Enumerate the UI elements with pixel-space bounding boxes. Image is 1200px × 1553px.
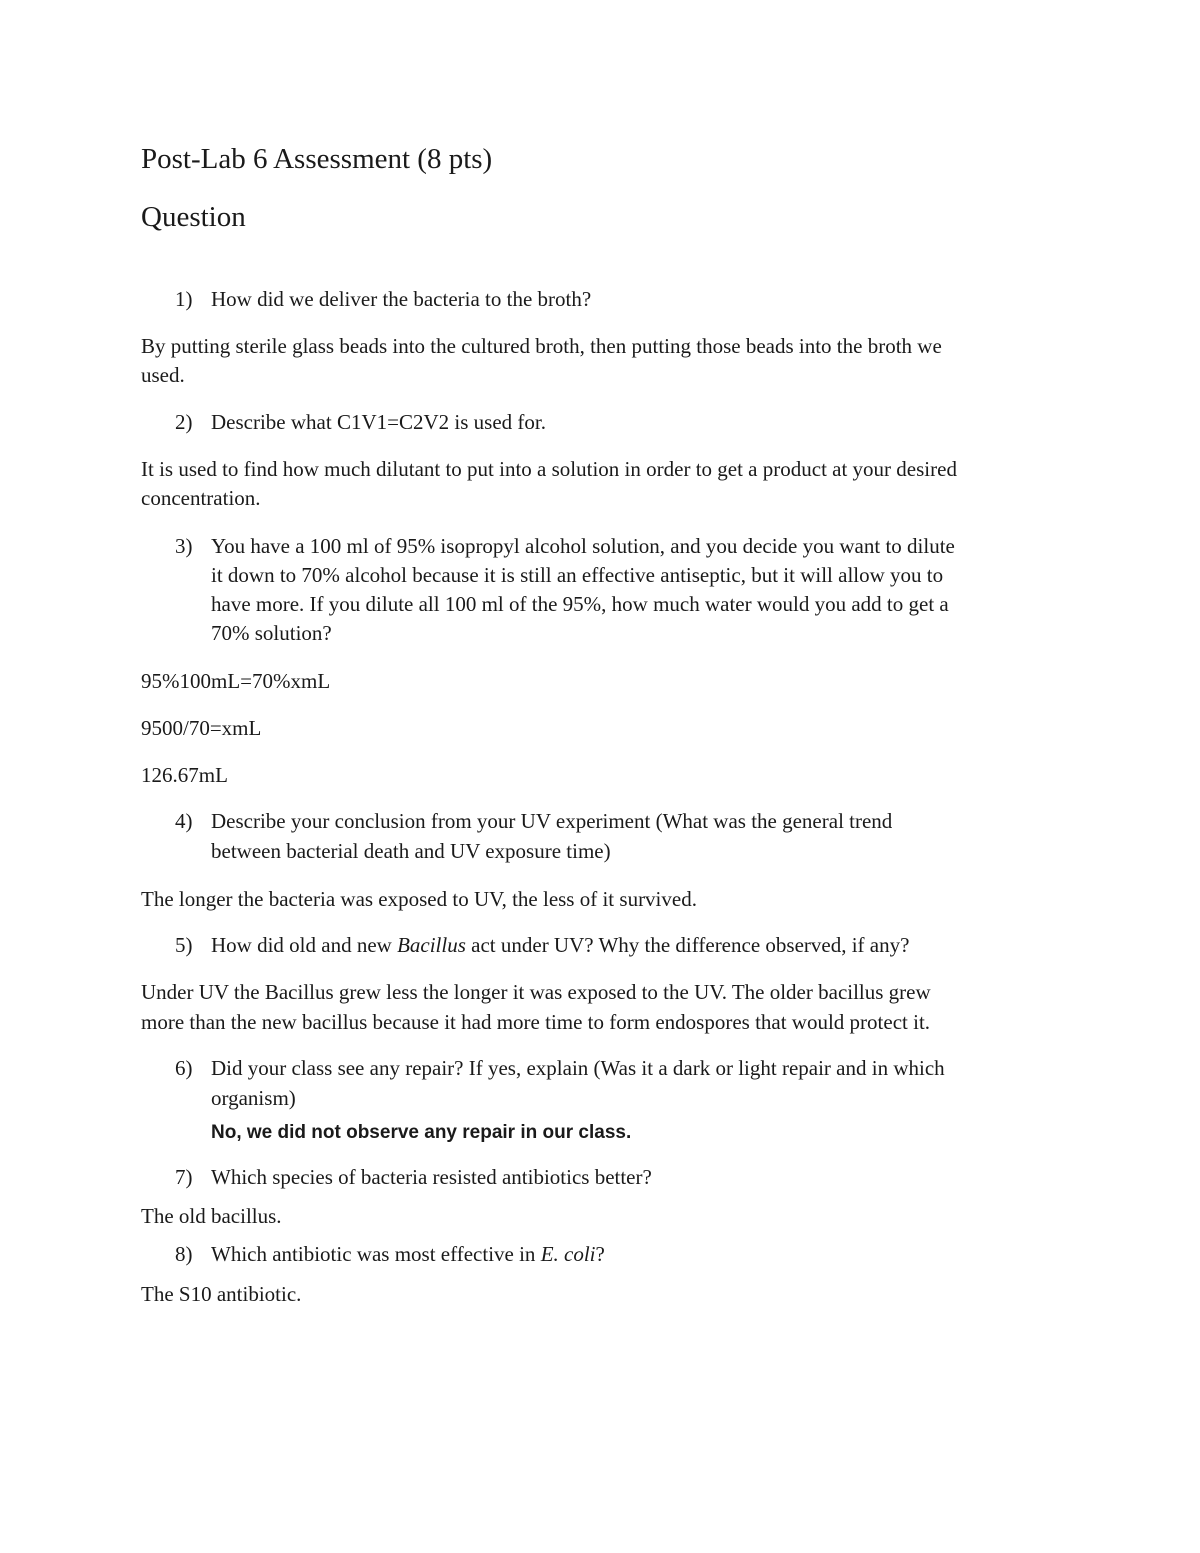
- question-number: 3): [175, 534, 193, 558]
- question-text: organism): [211, 1086, 296, 1110]
- answer-line: 95%100mL=70%xmL: [141, 669, 331, 693]
- question-number: 7): [175, 1165, 193, 1189]
- question-3: [175, 532, 955, 561]
- question-5: [175, 931, 910, 960]
- question-7: [175, 1163, 652, 1192]
- question-text: it down to 70% alcohol because it is still an effective antiseptic, but it will allow you to: [211, 563, 944, 587]
- question-number: 5): [175, 933, 193, 957]
- question-text: Describe what C1V1=C2V2 is used for.: [211, 410, 546, 434]
- question-4: [175, 807, 893, 836]
- question-number: 4): [175, 809, 193, 833]
- question-text: 70% solution?: [211, 621, 332, 645]
- answer-line: 9500/70=xmL: [141, 716, 262, 740]
- question-number: 1): [175, 287, 193, 311]
- question-2: [175, 408, 546, 437]
- answer-line: It is used to find how much dilutant to put into a solution in order to get a product at your desired: [141, 457, 957, 481]
- question-number: 6): [175, 1056, 193, 1080]
- answer-line: concentration.: [141, 486, 261, 510]
- italic-term: Bacillus: [397, 933, 466, 957]
- answer-line: used.: [141, 363, 185, 387]
- bold-answer: No, we did not observe any repair in our class.: [211, 1122, 632, 1143]
- document-title: Post-Lab 6 Assessment (8 pts): [141, 143, 493, 175]
- question-text: How did we deliver the bacteria to the broth?: [211, 287, 592, 311]
- answer-line: 126.67mL: [141, 763, 228, 787]
- answer-line: more than the new bacillus because it had more time to form endospores that would protect it.: [141, 1010, 931, 1034]
- question-text: Describe your conclusion from your UV experiment (What was the general trend: [211, 809, 893, 833]
- question-text: Which species of bacteria resisted antibiotics better?: [211, 1165, 652, 1189]
- question-text-prefix: How did old and new: [211, 933, 398, 957]
- answer-line: The S10 antibiotic.: [141, 1282, 302, 1306]
- question-text: You have a 100 ml of 95% isopropyl alcohol solution, and you decide you want to dilute: [211, 534, 955, 558]
- answer-line: By putting sterile glass beads into the cultured broth, then putting those beads into the broth we: [141, 334, 942, 358]
- question-text-suffix: ?: [595, 1242, 605, 1266]
- question-1: [175, 285, 592, 314]
- question-number: 8): [175, 1242, 193, 1266]
- question-8: [175, 1240, 605, 1269]
- question-text: [211, 931, 909, 960]
- question-text: [211, 1240, 605, 1269]
- answer-line: The longer the bacteria was exposed to UV, the less of it survived.: [141, 887, 697, 911]
- answer-line: Under UV the Bacillus grew less the longer it was exposed to the UV. The older bacillus grew: [141, 980, 931, 1004]
- section-heading: Question: [141, 201, 246, 233]
- answer-line: The old bacillus.: [141, 1204, 282, 1228]
- question-text: Did your class see any repair? If yes, explain (Was it a dark or light repair and in which: [211, 1056, 945, 1080]
- question-number: 2): [175, 410, 193, 434]
- question-text-prefix: Which antibiotic was most effective in: [211, 1242, 541, 1266]
- question-text: between bacterial death and UV exposure time): [211, 839, 611, 863]
- question-text-suffix: act under UV? Why the difference observed, if any?: [465, 933, 910, 957]
- question-text: have more. If you dilute all 100 ml of the 95%, how much water would you add to get a: [211, 592, 949, 616]
- italic-term: E. coli: [540, 1242, 596, 1266]
- question-6: [175, 1054, 945, 1083]
